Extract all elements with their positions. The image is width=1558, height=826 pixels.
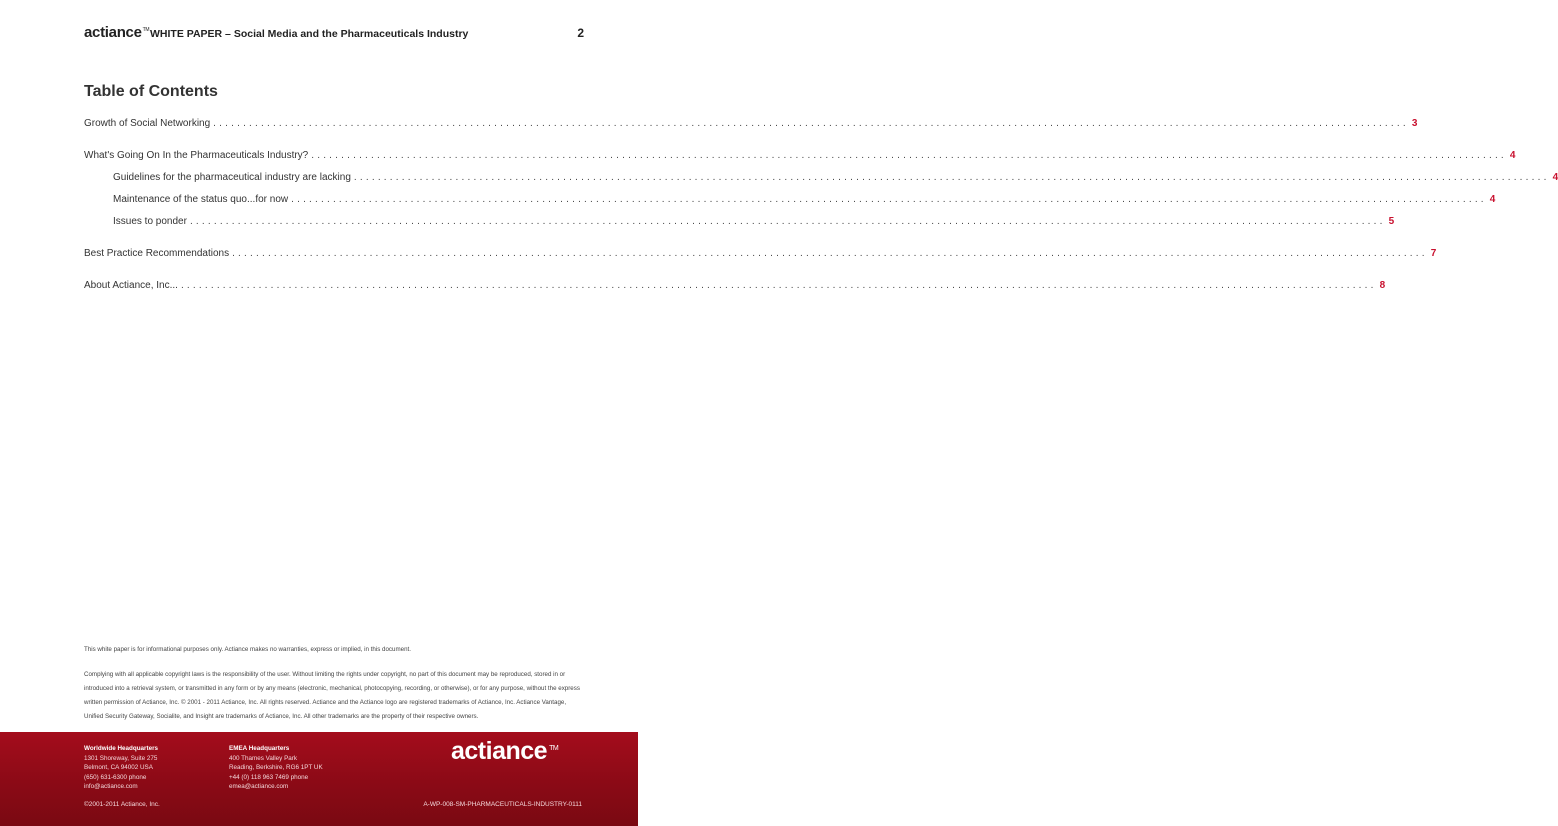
toc-entry[interactable] <box>84 280 1386 294</box>
footer-copyright: ©2001-2011 Actiance, Inc. <box>84 801 160 808</box>
toc-entry-page: 4 <box>1509 150 1516 161</box>
toc-entry-page: 4 <box>1552 172 1558 183</box>
copyright-line: Complying with all applicable copyright laws is the responsibility of the user. Without limiting the rights under copyright, no part of this document may be reproduced, stored in or <box>84 671 566 678</box>
worldwide-hq-title: Worldwide Headquarters <box>84 745 159 752</box>
toc-entry-page: 7 <box>1430 248 1437 259</box>
toc-entry-label: Guidelines for the pharmaceutical industry are lacking <box>113 172 351 183</box>
emea-address2: Reading, Berkshire, RG6 1PT UK <box>229 764 323 772</box>
toc-leader-dots: ........................................................................................................................................................................................................ <box>353 172 1550 183</box>
toc-subentry[interactable] <box>113 216 1395 230</box>
toc-leader-dots: ........................................................................................................................................................................................................ <box>180 280 1377 291</box>
page-header <box>84 24 584 44</box>
emea-hq <box>229 744 323 792</box>
toc-entry-label: Issues to ponder <box>113 216 187 227</box>
toc-entry-label: About Actiance, Inc... <box>84 280 178 291</box>
toc-entry-page: 4 <box>1489 194 1496 205</box>
toc-entry-label: Maintenance of the status quo...for now <box>113 194 289 205</box>
copyright-line: Unified Security Gateway, Socialite, and Insight are trademarks of Actiance, Inc. All other trademarks are the property of their respective owners. <box>84 713 479 720</box>
toc-entry-page: 5 <box>1388 216 1395 227</box>
worldwide-hq <box>84 744 158 792</box>
toc-heading: Table of Contents <box>84 83 218 100</box>
toc-leader-dots: ........................................................................................................................................................................................................ <box>213 118 1409 129</box>
footer-actiance-logo: actiance ™ <box>451 737 559 765</box>
emea-address1: 400 Thames Valley Park <box>229 754 298 762</box>
copyright-line: written permission of Actiance, Inc. © 2001 - 2011 Actiance, Inc. All rights reserved. Actiance and the Actiance logo are registered trademarks of Actiance, Inc. Actiance Vantage, <box>84 699 567 706</box>
toc-subentry[interactable] <box>113 172 1558 186</box>
worldwide-address2: Belmont, CA 94002 USA <box>84 764 153 772</box>
emea-phone: +44 (0) 118 963 7469 phone <box>229 773 309 781</box>
disclaimer-note: This white paper is for informational purposes only. Actiance makes no warranties, express or implied, in this document. <box>84 646 411 653</box>
actiance-logo: actiance™ <box>84 24 150 41</box>
toc-entry-page: 3 <box>1411 118 1418 129</box>
toc-entry-label: What's Going On In the Pharmaceuticals Industry? <box>84 150 309 161</box>
copyright-notice <box>84 668 584 724</box>
worldwide-phone: (650) 631-6300 phone <box>84 773 147 781</box>
header-title: WHITE PAPER – Social Media and the Pharmaceuticals Industry <box>150 28 469 40</box>
emea-hq-title: EMEA Headquarters <box>229 745 290 752</box>
toc-leader-dots: ........................................................................................................................................................................................................ <box>311 150 1507 161</box>
worldwide-address1: 1301 Shoreway, Suite 275 <box>84 754 158 762</box>
document-code: A-WP-008-SM-PHARMACEUTICALS-INDUSTRY-0111 <box>423 801 582 808</box>
toc-subentry[interactable] <box>113 194 1496 208</box>
toc-entry-label: Best Practice Recommendations <box>84 248 230 259</box>
page-number: 2 <box>577 26 584 40</box>
toc-entry[interactable] <box>84 248 1437 262</box>
worldwide-email[interactable]: info@actiance.com <box>84 783 138 791</box>
toc-entry[interactable] <box>84 150 1516 164</box>
emea-email[interactable]: emea@actiance.com <box>229 783 289 791</box>
toc-leader-dots: ........................................................................................................................................................................................................ <box>232 248 1428 259</box>
toc-entry[interactable] <box>84 118 1418 132</box>
page-footer <box>0 732 638 826</box>
toc-entry-page: 8 <box>1379 280 1386 291</box>
toc-leader-dots: ........................................................................................................................................................................................................ <box>291 194 1487 205</box>
toc-leader-dots: ........................................................................................................................................................................................................ <box>189 216 1386 227</box>
copyright-line: introduced into a retrieval system, or transmitted in any form or by any means (electronic, mechanical, photocopying, recording, or otherwise), or for any purpose, without the express <box>84 685 580 692</box>
toc-entry-label: Growth of Social Networking <box>84 118 211 129</box>
